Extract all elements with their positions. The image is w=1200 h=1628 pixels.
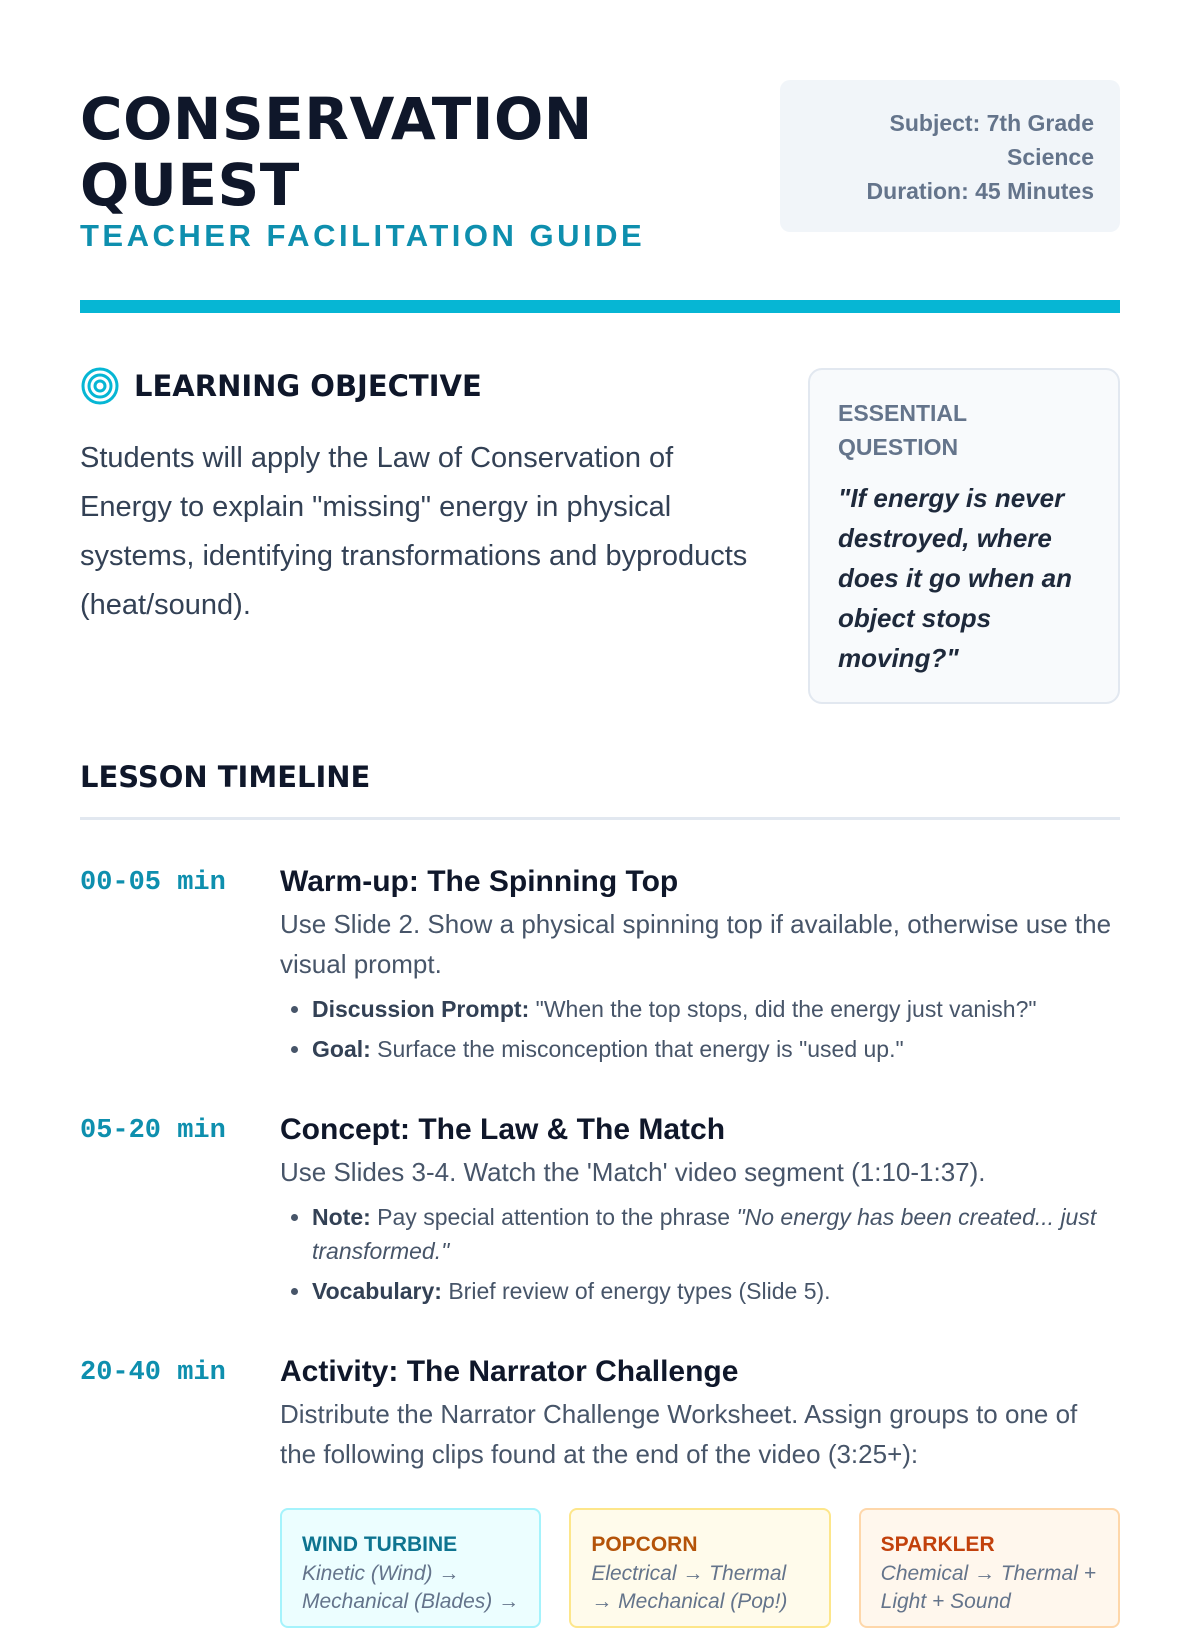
clip-card-title: POPCORN [591,1533,698,1556]
essential-question-box [808,368,1120,704]
bullet-text: Surface the misconception that energy is "used up." [370,1036,904,1062]
learning-objective-text: Students will apply the Law of Conservation of Energy to explain "missing" energy in physical systems, identifying transformations and byproducts (heat/sound). [80,442,748,621]
lesson-timeline-heading: LESSON TIMELINE [80,760,371,794]
timeline-body [280,1352,1120,1474]
clip-card-description: Electrical → Thermal → Mechanical (Pop!) [591,1562,788,1613]
timeline-description: Use Slide 2. Show a physical spinning top if available, otherwise use the visual prompt. [280,909,1112,979]
bullet-quote: "No energy has been created... just transformed." [312,1204,1097,1264]
essential-question-label [838,396,1090,464]
timeline-time: 20-40 min [80,1358,226,1388]
bullet-label: Vocabulary: [312,1278,442,1304]
learning-objective-heading [80,366,760,406]
timeline-title: Activity: The Narrator Challenge [280,1355,739,1388]
clip-card-description: Kinetic (Wind) → Mechanical (Blades) → [302,1562,520,1613]
facilitation-guide-page [80,0,1120,1613]
learning-objective-label: LEARNING OBJECTIVE [134,369,482,403]
clip-card-description: Chemical → Thermal + Light + Sound [880,1562,1096,1613]
clip-card-sparkler [859,1508,1120,1628]
timeline-divider [80,817,1120,820]
bullet-text: Brief review of energy types (Slide 5). [441,1278,831,1304]
header-divider [80,300,1120,313]
target-icon [80,366,120,406]
list-item [312,992,1120,1026]
timeline-bullets [280,992,1120,1066]
meta-subject-line-1: Subject: 7th Grade [889,110,1094,136]
clip-card-title: SPARKLER [880,1533,995,1556]
essential-question-label-line-2: QUESTION [838,434,959,460]
timeline-time: 05-20 min [80,1116,226,1146]
bullet-label: Goal: [312,1036,371,1062]
meta-duration: Duration: 45 Minutes [866,178,1094,204]
essential-question-text: "If energy is never destroyed, where does it go when an object stops moving?" [838,483,1073,673]
essential-question-label-line-1: ESSENTIAL [838,400,968,426]
page-title [80,86,720,218]
title-line-1: CONSERVATION [80,85,593,153]
clip-cards [280,1508,1120,1628]
timeline-title: Warm-up: The Spinning Top [280,865,679,898]
list-item [312,1032,1120,1066]
bullet-label: Note: [312,1204,371,1230]
timeline-body [280,862,1120,1072]
bullet-label: Discussion Prompt: [312,996,530,1022]
header [80,78,1120,258]
list-item [312,1200,1120,1268]
timeline-bullets [280,1200,1120,1308]
clip-card-popcorn [569,1508,830,1628]
clip-card-wind-turbine [280,1508,541,1628]
title-line-2: QUEST [80,151,300,219]
timeline-title: Concept: The Law & The Match [280,1113,726,1146]
meta-subject-line-2: Science [1007,144,1094,170]
timeline-time: 00-05 min [80,868,226,898]
lesson-meta-box [780,80,1120,232]
list-item [312,1274,1120,1308]
learning-objective-section [80,366,760,630]
timeline-description: Use Slides 3-4. Watch the 'Match' video segment (1:10-1:37). [280,1157,986,1187]
page-subtitle: TEACHER FACILITATION GUIDE [80,218,646,253]
timeline-description: Distribute the Narrator Challenge Worksheet. Assign groups to one of the following clips found at the end of the video (3:25+): [280,1399,1078,1469]
timeline-body [280,1110,1120,1314]
bullet-text: "When the top stops, did the energy just vanish?" [529,996,1037,1022]
clip-card-title: WIND TURBINE [302,1533,458,1556]
bullet-text: Pay special attention to the phrase [370,1204,737,1230]
